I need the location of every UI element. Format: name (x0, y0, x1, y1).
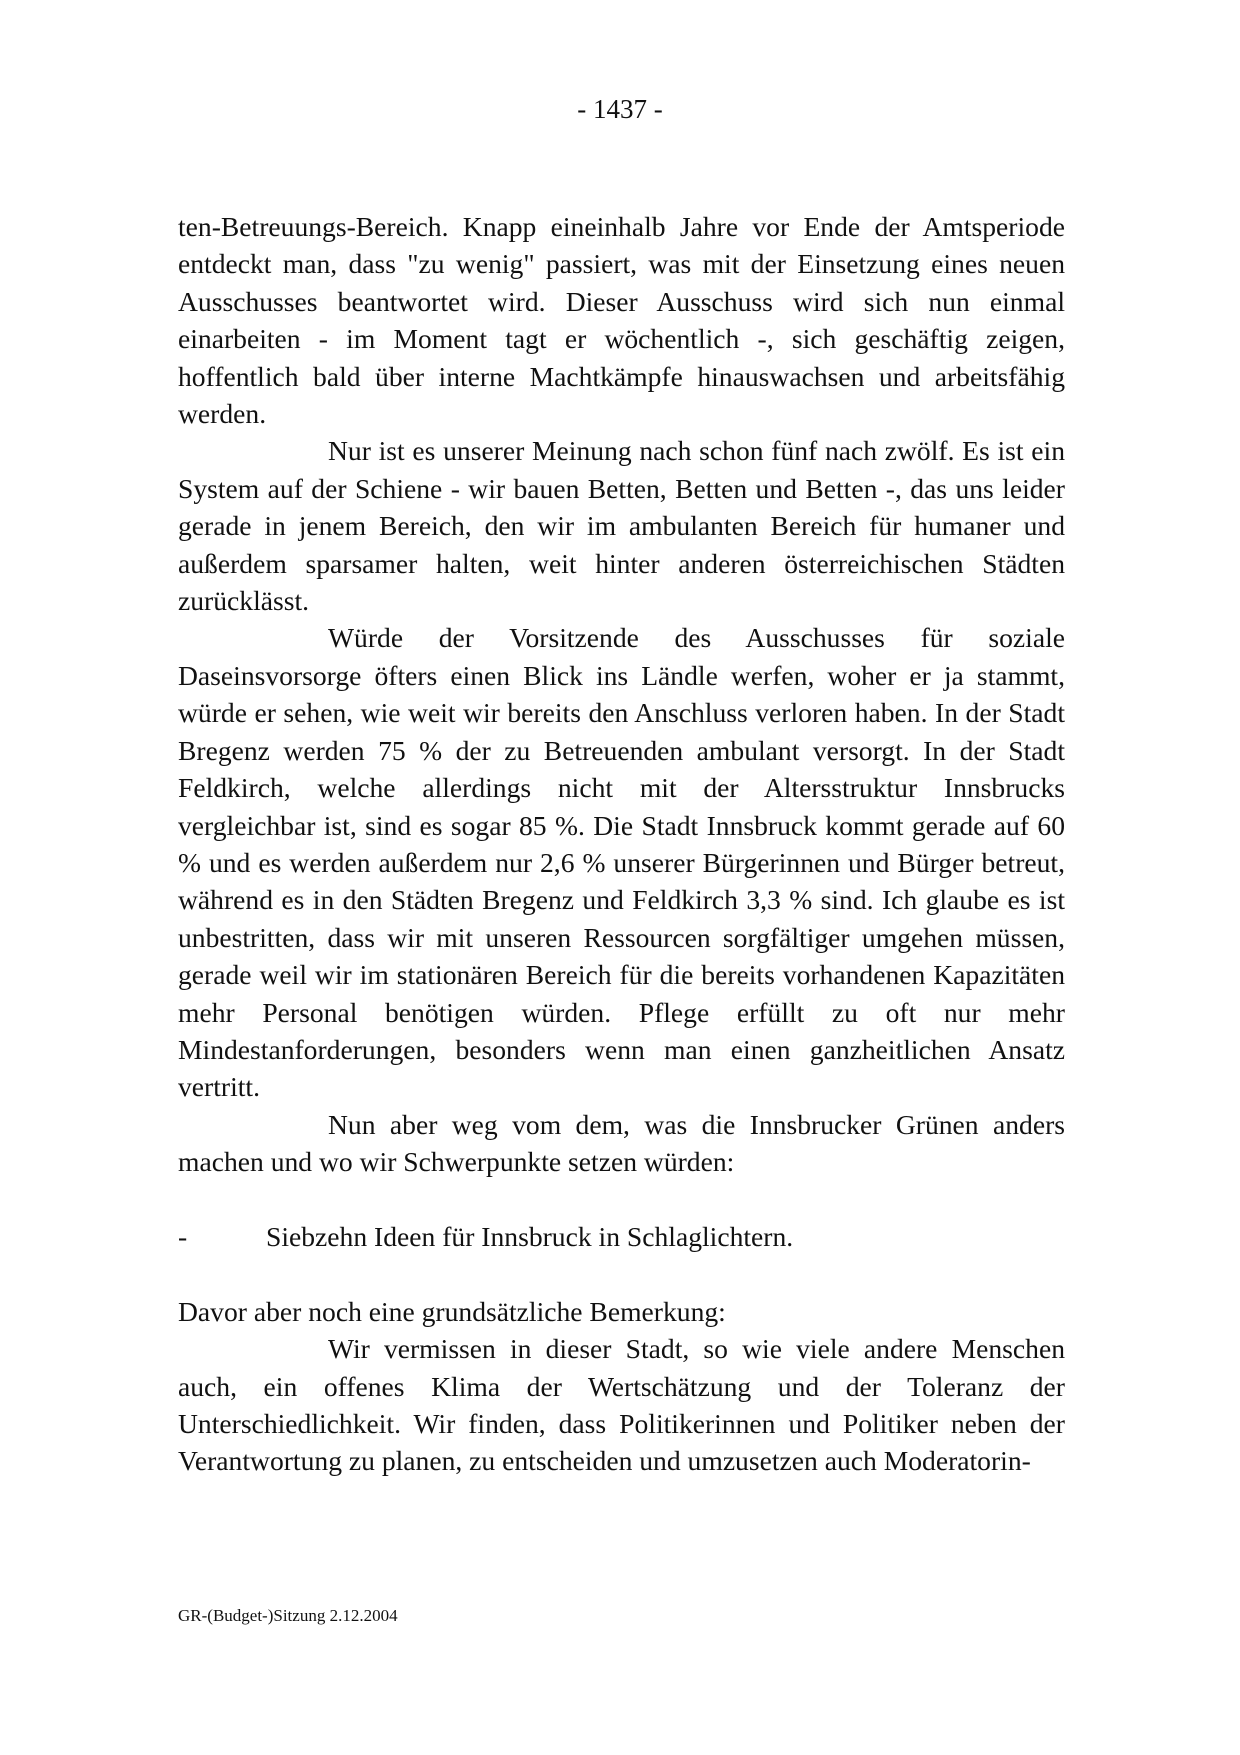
paragraph-4: Nun aber weg vom dem, was die Innsbrucker Grünen anders machen und wo wir Schwerpunkte setzen würden: (178, 1108, 1065, 1178)
list-dash: - (178, 1220, 188, 1252)
list-item (178, 1218, 1065, 1255)
paragraph-5: Davor aber noch eine grundsätzliche Bemerkung: (178, 1295, 726, 1327)
footer-session-label: GR-(Budget-)Sitzung 2.12.2004 (178, 1606, 398, 1625)
paragraph-6: Wir vermissen in dieser Stadt, so wie viele andere Menschen auch, ein offenes Klima der Wertschätzung und der Toleranz der Unterschiedlichkeit. Wir finden, dass Politikerinnen und Politiker neben der Verantwortung zu planen, zu entscheiden und umzusetzen auch Moderatorin- (178, 1333, 1065, 1477)
document-body (178, 208, 1065, 1480)
paragraph-2: Nur ist es unserer Meinung nach schon fünf nach zwölf. Es ist ein System auf der Schiene - wir bauen Betten, Betten und Betten -, das uns leider gerade in jenem Bereich, den wir im ambulanten Bereich für humaner und außerdem sparsamer halten, weit hinter anderen österreichischen Städten zurücklässt. (178, 435, 1065, 617)
paragraph-3: Würde der Vorsitzende des Ausschusses für soziale Daseinsvorsorge öfters einen Blick ins Ländle werfen, woher er ja stammt, würde er sehen, wie weit wir bereits den Anschluss verloren haben. In der Stadt Bregenz werden 75 % der zu Betreuenden ambulant versorgt. In der Stadt Feldkirch, welche allerdings nicht mit der Altersstruktur Innsbrucks vergleichbar ist, sind es sogar 85 %. Die Stadt Innsbruck kommt gerade auf 60 % und es werden außerdem nur 2,6 % unserer Bürgerinnen und Bürger betreut, während es in den Städten Bregenz und Feldkirch 3,3 % sind. Ich glaube es ist unbestritten, dass wir mit unseren Ressourcen sorgfältiger umgehen müssen, gerade weil wir im stationären Bereich für die bereits vorhandenen Kapazitäten mehr Personal benötigen würden. Pflege erfüllt zu oft nur mehr Mindestanforderungen, besonders wenn man einen ganzheitlichen Ansatz vertritt. (178, 622, 1065, 1103)
paragraph-1: ten-Betreuungs-Bereich. Knapp eineinhalb Jahre vor Ende der Amtsperiode entdeckt man, dass "zu wenig" passiert, was mit der Einsetzung eines neuen Ausschusses beantwortet wird. Dieser Ausschuss wird sich nun einmal einarbeiten - im Moment tagt er wöchentlich -, sich geschäftig zeigen, hoffentlich bald über interne Machtkämpfe hinauswachsen und arbeitsfähig werden. (178, 211, 1065, 430)
page-number: - 1437 - (577, 94, 663, 124)
list-item-text: Siebzehn Ideen für Innsbruck in Schlaglichtern. (266, 1220, 794, 1252)
